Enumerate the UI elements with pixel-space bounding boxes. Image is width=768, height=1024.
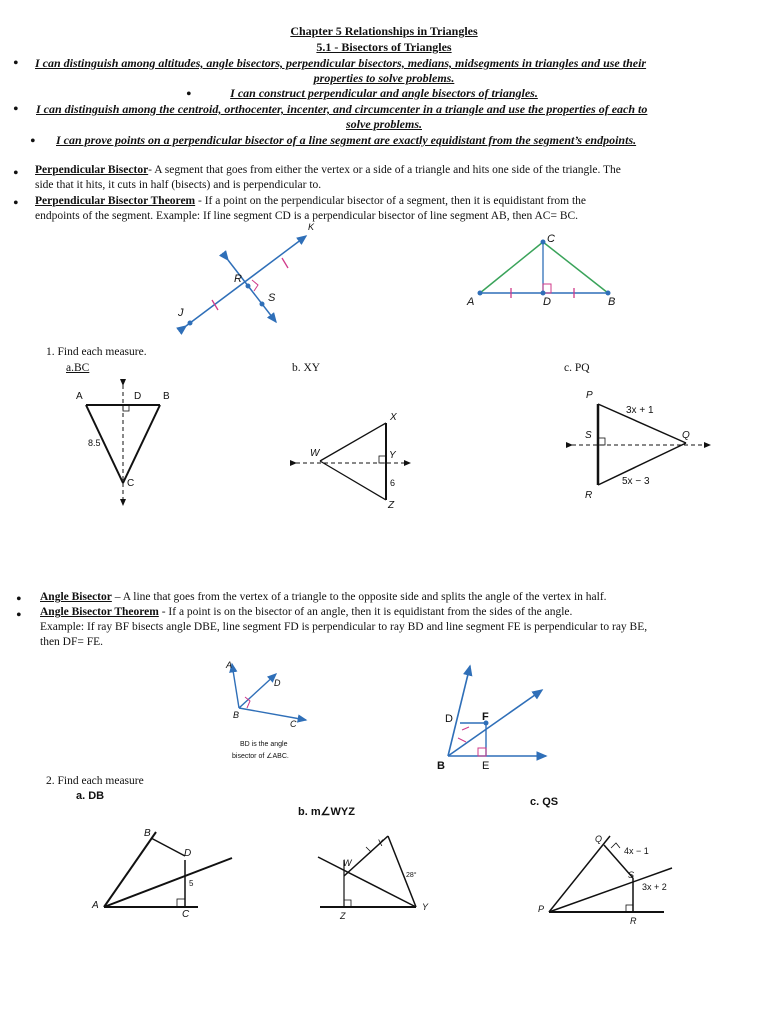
label-A: A <box>92 900 99 911</box>
problem-2a-label: a. DB <box>76 790 105 802</box>
problem-1a-label: a.BC <box>66 362 90 374</box>
label-Z: Z <box>388 500 395 511</box>
term: Perpendicular Bisector Theorem <box>35 195 196 207</box>
label-B: B <box>437 760 445 772</box>
bullet: • <box>13 195 19 212</box>
label-R: R <box>585 490 593 501</box>
angle-bisector-definition <box>40 590 760 605</box>
chapter-title: Chapter 5 Relationships in Triangles <box>290 24 478 38</box>
label-Z: Z <box>340 911 346 921</box>
term: Angle Bisector <box>40 591 112 603</box>
label-Q: Q <box>682 430 690 441</box>
label-C: C <box>127 478 135 489</box>
label-A: A <box>467 296 475 308</box>
definition-text: side that it hits, it cuts in half (bisects) and is perpendicular to. <box>35 179 322 191</box>
figure-perpendicular-lines <box>186 236 306 326</box>
label-B: B <box>144 828 151 839</box>
definition-text: – A line that goes from the vertex of a triangle to the opposite side and splits the angle of the vertex in half. <box>111 591 607 603</box>
label-D: D <box>134 391 142 402</box>
label-3x-plus-1: 3x + 1 <box>626 405 654 416</box>
objective-3a: I can distinguish among the centroid, orthocenter, incenter, and circumcenter in a triangle and use the properties of each to <box>36 102 648 116</box>
problem-1c-label: c. PQ <box>564 362 590 374</box>
bullet: • <box>13 101 19 118</box>
angle-bisector-theorem <box>40 605 760 650</box>
bullet: • <box>13 165 19 182</box>
caption-line-2: bisector of ∠ABC. <box>232 753 289 760</box>
label-C: C <box>290 719 297 729</box>
figure-angle-bisector <box>232 664 306 720</box>
label-A: A <box>76 391 83 402</box>
term: Angle Bisector Theorem <box>40 606 159 618</box>
label-R: R <box>630 916 637 926</box>
bullet: • <box>30 133 36 150</box>
theorem-text: - If a point is on the bisector of an angle, then it is equidistant from the sides of the angle. <box>158 606 573 618</box>
label-P: P <box>586 390 593 401</box>
bullet: • <box>16 591 22 608</box>
label-Y: Y <box>389 450 396 461</box>
example-text: then DF= FE. <box>40 636 104 648</box>
label-F: F <box>482 711 489 723</box>
definition-text: - A segment that goes from either the vertex or a side of a triangle and hits one side of the triangle. The <box>148 164 621 176</box>
label-6: 6 <box>390 478 396 488</box>
label-4x-minus-1: 4x − 1 <box>624 846 649 856</box>
label-R: R <box>234 273 242 285</box>
theorem-text: endpoints of the segment. Example: If line segment CD is a perpendicular bisector of line segment AB, then AC= BC. <box>35 210 579 222</box>
label-5: 5 <box>189 879 194 888</box>
label-W: W <box>343 858 352 868</box>
section-title: 5.1 - Bisectors of Triangles <box>316 40 452 54</box>
label-C: C <box>182 909 190 920</box>
objective-3b: solve problems. <box>346 117 422 131</box>
figure-2b <box>318 836 416 907</box>
term: Perpendicular Bisector <box>35 164 149 176</box>
label-S: S <box>628 870 635 880</box>
theorem-text: - If a point on the perpendicular bisector of a segment, then it is equidistant from the <box>195 195 587 207</box>
label-X: X <box>377 838 384 848</box>
objective-1b: properties to solve problems. <box>313 71 455 85</box>
figure-1b <box>296 423 410 500</box>
label-B: B <box>163 391 170 402</box>
label-Q: Q <box>595 834 603 844</box>
label-8-5: 8.5 <box>88 438 101 448</box>
label-S: S <box>268 292 276 304</box>
label-D: D <box>184 848 192 859</box>
problem-2c-label: c. QS <box>530 796 559 808</box>
figure-1c <box>572 404 710 485</box>
figure-2a <box>104 832 232 907</box>
label-B: B <box>233 710 240 720</box>
problem-1-prompt: 1. Find each measure. <box>46 346 147 358</box>
label-5x-minus-3: 5x − 3 <box>622 476 650 487</box>
label-X: X <box>390 412 397 423</box>
label-D: D <box>543 296 551 308</box>
label-28-degrees: 28° <box>406 872 417 879</box>
label-C: C <box>547 233 555 245</box>
label-S: S <box>585 430 592 441</box>
figure-angle-bisector-theorem <box>448 666 546 756</box>
objective-1a: I can distinguish among altitudes, angle bisectors, perpendicular bisectors, medians, midsegments in triangles and use their <box>35 56 647 70</box>
problem-2b-label: b. m∠WYZ <box>298 806 355 818</box>
caption-line-1: BD is the angle <box>240 741 288 748</box>
label-B: B <box>608 296 616 308</box>
objective-4: I can prove points on a perpendicular bisector of a line segment are exactly equidistant from the segment’s endpoints. <box>56 133 637 147</box>
example-text: Example: If ray BF bisects angle DBE, line segment FD is perpendicular to ray BD and line segment FE is perpendicular to ray BE, <box>40 621 648 633</box>
label-W: W <box>310 448 320 459</box>
bullet: • <box>16 607 22 624</box>
figure-2c <box>549 836 672 912</box>
label-Y: Y <box>422 902 429 912</box>
label-D: D <box>445 713 453 725</box>
label-K: K <box>308 222 315 232</box>
label-P: P <box>538 904 545 914</box>
label-A: A <box>226 660 233 670</box>
objective-2: I can construct perpendicular and angle bisectors of triangles. <box>230 86 538 100</box>
label-3x-plus-2: 3x + 2 <box>642 882 667 892</box>
figure-isosceles-triangle <box>478 240 611 299</box>
problem-2-prompt: 2. Find each measure <box>46 775 144 787</box>
bullet: • <box>13 55 19 72</box>
label-D: D <box>274 678 281 688</box>
label-E: E <box>482 760 490 772</box>
label-J: J <box>178 307 184 319</box>
problem-1b-label: b. XY <box>292 362 321 374</box>
bullet: • <box>186 86 192 103</box>
